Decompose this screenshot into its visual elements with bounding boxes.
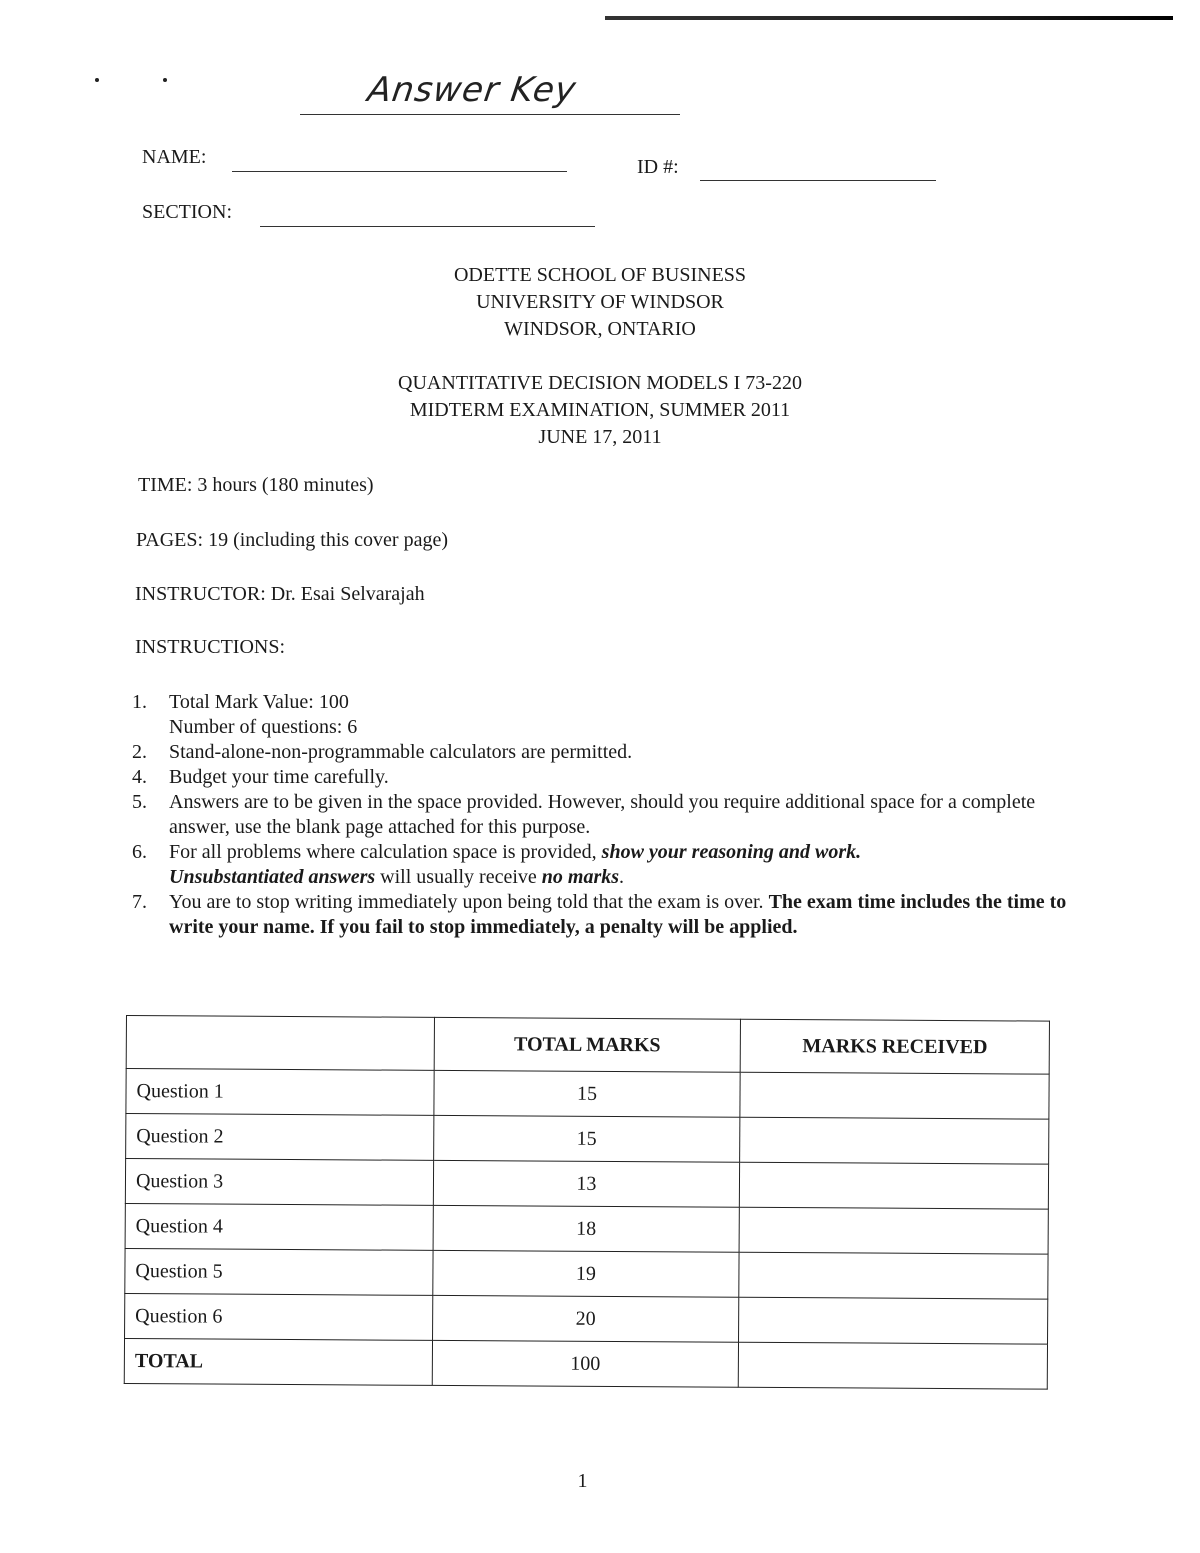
table-row <box>126 1069 1049 1120</box>
exam-instructor: INSTRUCTOR: Dr. Esai Selvarajah <box>135 583 425 605</box>
table-row <box>126 1114 1049 1165</box>
instruction-item <box>132 890 1072 940</box>
instruction-item <box>132 690 1072 740</box>
page-number: 1 <box>577 1470 588 1492</box>
question-label: Question 6 <box>125 1293 433 1340</box>
instruction-number: 5. <box>132 791 147 813</box>
marks-received-total[interactable] <box>739 1342 1048 1389</box>
table-row <box>125 1159 1048 1210</box>
total-marks-sum: 100 <box>432 1340 739 1387</box>
total-marks-cell: 13 <box>433 1160 740 1207</box>
instruction-text: Answers are to be given in the space provided. However, should you require additional space for a complete answer, use the blank page attached for this purpose. <box>169 791 1036 838</box>
scan-speck <box>163 78 167 82</box>
table-header-cell <box>126 1016 434 1071</box>
institution-block <box>0 262 1200 343</box>
instruction-item <box>132 765 1072 790</box>
table-row <box>125 1293 1048 1344</box>
question-label: Question 1 <box>126 1069 434 1116</box>
instruction-item <box>132 840 1072 890</box>
exam-title: MIDTERM EXAMINATION, SUMMER 2011 <box>409 399 791 421</box>
marks-received-cell[interactable] <box>740 1162 1049 1209</box>
annotation-underline <box>300 114 680 115</box>
instruction-emphasis: show your reasoning and work. <box>601 841 862 863</box>
total-marks-cell: 18 <box>433 1205 740 1252</box>
instruction-text: will usually receive <box>375 866 542 888</box>
name-label: NAME: <box>142 146 207 168</box>
marks-received-cell[interactable] <box>740 1117 1049 1164</box>
instruction-emphasis: no marks <box>541 866 620 888</box>
total-marks-cell: 15 <box>434 1070 741 1117</box>
total-label: TOTAL <box>124 1338 432 1385</box>
question-label: Question 4 <box>125 1203 433 1250</box>
total-marks-cell: 19 <box>432 1250 739 1297</box>
table-row <box>125 1248 1048 1299</box>
instruction-item <box>132 790 1072 840</box>
name-blank[interactable] <box>232 171 567 172</box>
instructions-heading: INSTRUCTIONS: <box>135 636 286 658</box>
exam-block <box>0 370 1200 451</box>
instruction-text: . <box>619 866 625 888</box>
course-title: QUANTITATIVE DECISION MODELS I 73-220 <box>398 372 802 394</box>
instruction-text: Stand-alone-non-programmable calculators are permitted. <box>169 741 633 763</box>
table-header-row <box>126 1016 1049 1075</box>
instruction-emphasis: Unsubstantiated answers <box>169 866 376 888</box>
table-total-row <box>124 1338 1047 1389</box>
marks-received-cell[interactable] <box>740 1072 1049 1119</box>
table-header-cell: MARKS RECEIVED <box>740 1019 1049 1074</box>
university-name: UNIVERSITY OF WINDSOR <box>476 291 724 313</box>
instruction-number: 2. <box>132 741 147 763</box>
marks-table <box>124 1015 1050 1390</box>
instruction-text: For all problems where calculation space is provided, <box>169 841 602 863</box>
table-header-cell: TOTAL MARKS <box>434 1017 741 1072</box>
school-name: ODETTE SCHOOL OF BUSINESS <box>453 264 747 286</box>
instruction-number: 6. <box>132 841 147 863</box>
instruction-item <box>132 740 1072 765</box>
scan-top-edge-mark <box>605 16 1173 20</box>
instruction-text: Number of questions: 6 <box>169 716 358 738</box>
total-marks-cell: 20 <box>432 1295 739 1342</box>
id-label: ID #: <box>637 156 679 178</box>
exam-pages: PAGES: 19 (including this cover page) <box>136 529 449 551</box>
instruction-text: Budget your time carefully. <box>169 766 389 788</box>
instruction-number: 4. <box>132 766 147 788</box>
question-label: Question 2 <box>126 1114 434 1161</box>
total-marks-cell: 15 <box>433 1115 740 1162</box>
instruction-text: Total Mark Value: 100 <box>169 691 349 713</box>
instruction-bold-text: The exam time includes the time to write your name. If you fail to stop immediately, a penalty will be applied. <box>169 891 1067 938</box>
section-blank[interactable] <box>260 226 595 227</box>
question-label: Question 3 <box>125 1159 433 1206</box>
instruction-text: You are to stop writing immediately upon being told that the exam is over. <box>169 891 769 913</box>
handwritten-answer-key: Answer Key <box>365 70 579 110</box>
marks-received-cell[interactable] <box>739 1252 1048 1299</box>
marks-received-cell[interactable] <box>739 1207 1048 1254</box>
id-blank[interactable] <box>700 180 936 181</box>
exam-time: TIME: 3 hours (180 minutes) <box>138 474 374 496</box>
question-label: Question 5 <box>125 1248 433 1295</box>
marks-received-cell[interactable] <box>739 1297 1048 1344</box>
table-row <box>125 1203 1048 1254</box>
instruction-number: 1. <box>132 691 147 713</box>
instruction-number: 7. <box>132 891 147 913</box>
location: WINDSOR, ONTARIO <box>504 318 696 340</box>
exam-date: JUNE 17, 2011 <box>538 426 662 448</box>
section-label: SECTION: <box>142 201 232 223</box>
scan-speck <box>95 78 99 82</box>
instructions-list <box>132 690 1072 940</box>
